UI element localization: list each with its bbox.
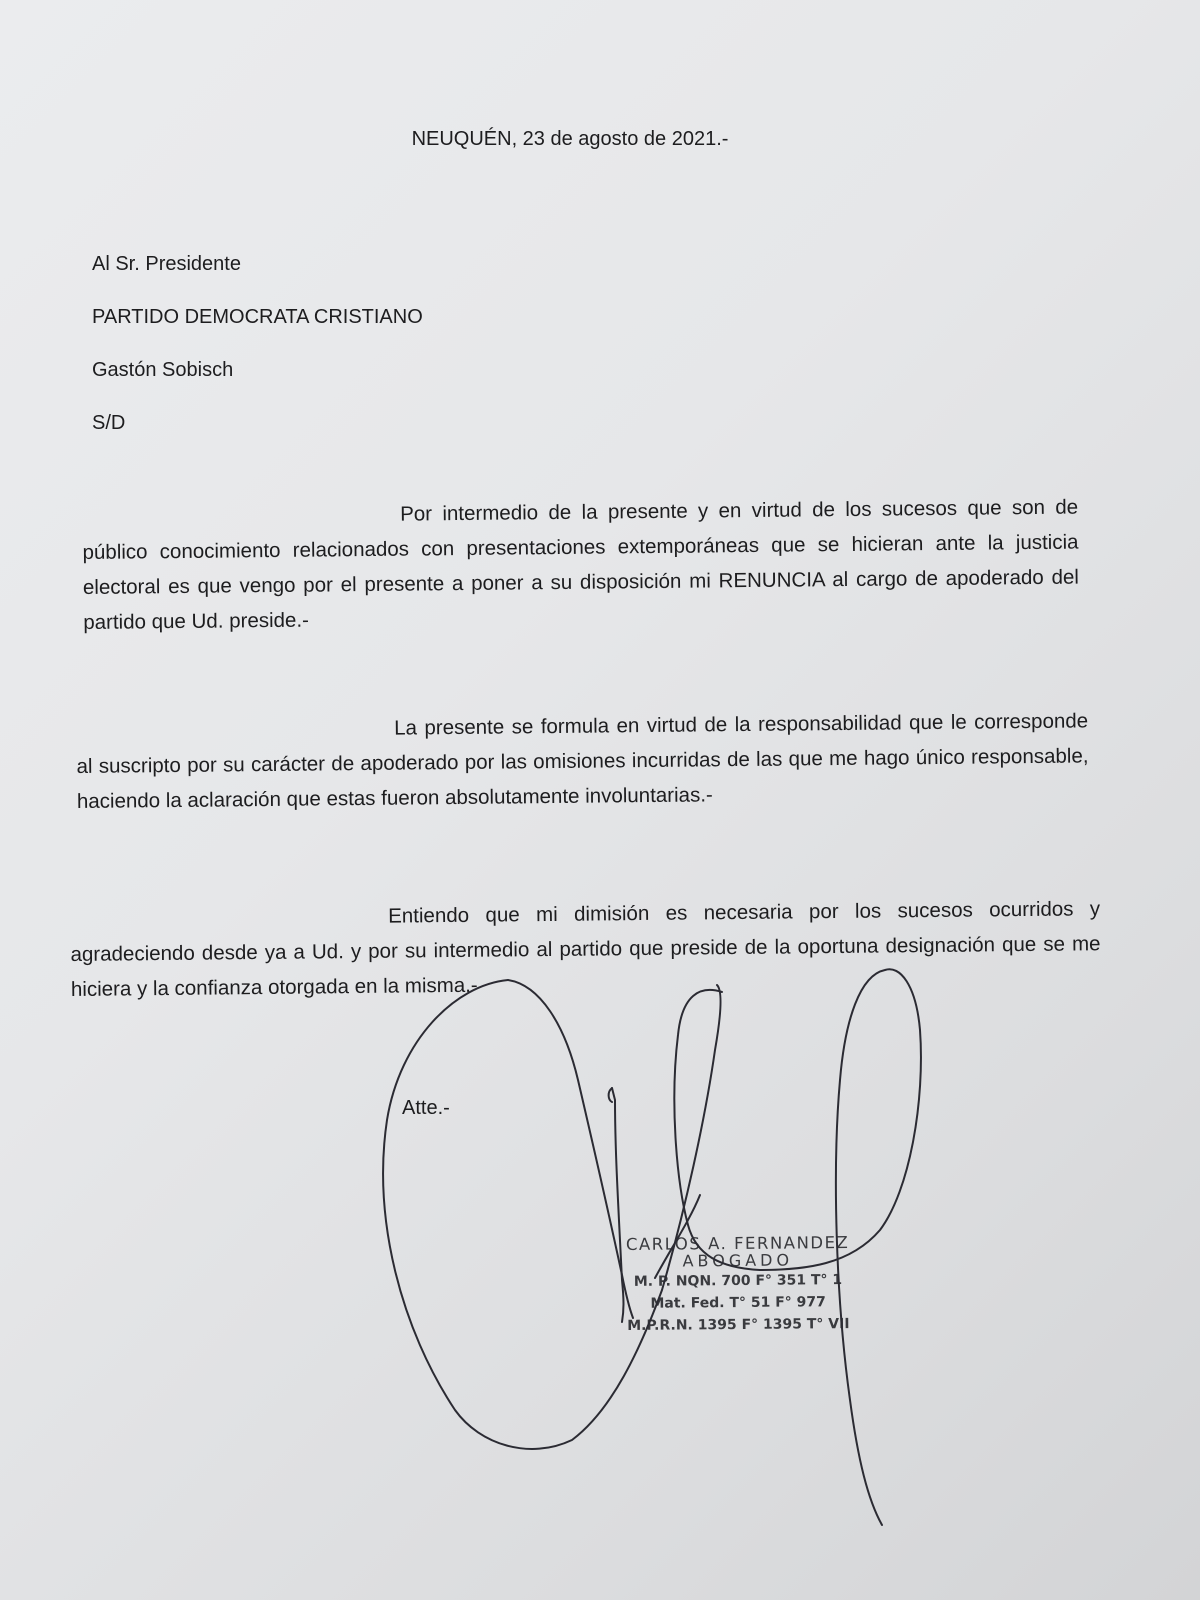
recipient-line: S/D (92, 412, 126, 434)
recipient-line: Al Sr. Presidente (92, 253, 241, 275)
stamp-registration: M.P.R.N. 1395 F° 1395 T° VII (627, 1316, 850, 1334)
recipient-line: Gastón Sobisch (92, 359, 234, 381)
recipient-block (92, 238, 423, 450)
body-paragraph: Entiendo que mi dimisión es necesaria por los sucesos ocurridos y agradeciendo desde ya a Ud. y por su intermedio al partido que preside de la oportuna designación que se me hiciera y la confianza otorgada en la misma.- (70, 897, 1101, 1001)
stamp-name: CARLOS A. FERNANDEZ (625, 1233, 850, 1254)
stamp-registration: M. P. NQN. 700 F° 351 T° 1 (633, 1272, 843, 1290)
stamp-registration: Mat. Fed. T° 51 F° 977 (650, 1294, 826, 1312)
closing: Atte.- (402, 1097, 450, 1119)
lawyer-stamp (612, 1233, 865, 1337)
body-paragraph: La presente se formula en virtud de la responsabilidad que le corresponde al suscripto por su carácter de apoderado por las omisiones incurridas de las que me hago único responsable, haciendo la aclaración que estas fueron absolutamente involuntarias.- (76, 709, 1089, 813)
stamp-title: ABOGADO (682, 1250, 794, 1271)
place-date: NEUQUÉN, 23 de agosto de 2021.- (411, 128, 729, 150)
recipient-line: PARTIDO DEMOCRATA CRISTIANO (92, 306, 423, 328)
body-paragraph: Por intermedio de la presente y en virtud de los sucesos que son de público conocimiento relacionados con presentaciones extemporáneas que se hicieran ante la justicia electoral es que vengo por el presente a poner a su disposición mi RENUNCIA al cargo de apoderado del partido que Ud. preside.- (82, 495, 1079, 634)
